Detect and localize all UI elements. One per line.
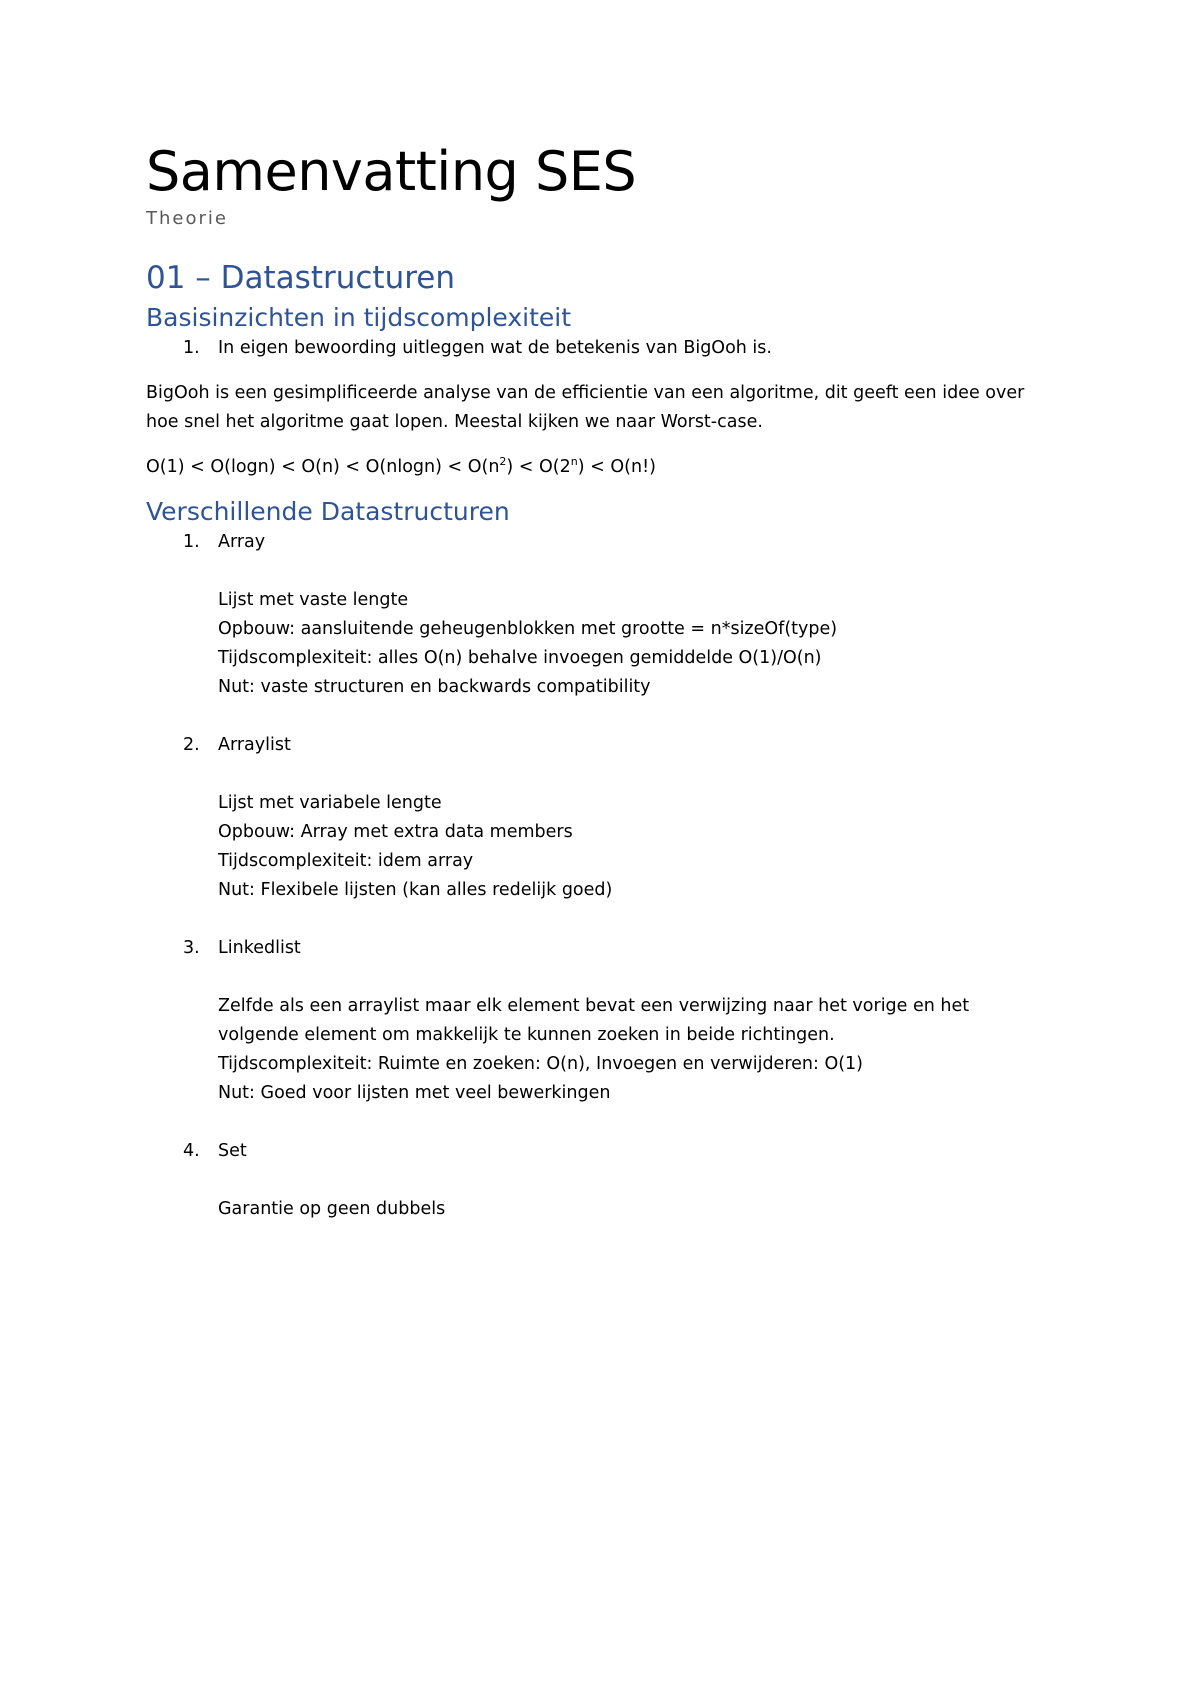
- list-item-detail: Opbouw: Array met extra data members: [218, 822, 573, 842]
- list-item-set: [146, 1137, 1066, 1224]
- document-subtitle: Theorie: [146, 208, 228, 229]
- complexity-part: O(1) < O(logn) < O(n) < O(nlogn) < O(n: [146, 457, 500, 477]
- document-page: [146, 140, 1066, 1224]
- subheading-basisinzichten: Basisinzichten in tijdscomplexiteit: [146, 303, 572, 332]
- list-item-detail: Tijdscomplexiteit: idem array: [218, 851, 474, 871]
- complexity-part: ) < O(n!): [577, 457, 656, 477]
- bigooh-paragraph: [146, 379, 1066, 437]
- complexity-superscript: n: [570, 455, 578, 468]
- list-item-detail: Lijst met variabele lengte: [218, 793, 442, 813]
- list-item-arraylist: [146, 731, 1066, 934]
- paragraph-line: BigOoh is een gesimplificeerde analyse van de efficientie van een algoritme, dit geeft een idee over: [146, 383, 1025, 403]
- document-title: Samenvatting SES: [146, 140, 637, 203]
- list-item-number: 2.: [183, 735, 200, 755]
- basisinzichten-list: [146, 334, 1066, 363]
- list-item-array: [146, 528, 1066, 731]
- list-item-detail: Nut: vaste structuren en backwards compatibility: [218, 677, 651, 697]
- list-item-detail: Opbouw: aansluitende geheugenblokken met grootte = n*sizeOf(type): [218, 619, 838, 639]
- complexity-order-line: [146, 453, 1066, 482]
- list-item-number: 1.: [183, 338, 200, 358]
- list-item-detail: Nut: Goed voor lijsten met veel bewerkingen: [218, 1083, 611, 1103]
- complexity-superscript: 2: [499, 455, 507, 468]
- list-item-name: Linkedlist: [218, 938, 301, 958]
- list-item-number: 1.: [183, 532, 200, 552]
- list-item: [146, 334, 1066, 363]
- complexity-part: ) < O(2: [506, 457, 571, 477]
- list-item-number: 3.: [183, 938, 200, 958]
- list-item-text: In eigen bewoording uitleggen wat de betekenis van BigOoh is.: [218, 338, 772, 358]
- list-item-detail: Zelfde als een arraylist maar elk element bevat een verwijzing naar het vorige en het: [218, 996, 970, 1016]
- subheading-verschillende-datastructuren: Verschillende Datastructuren: [146, 497, 510, 526]
- list-item-linkedlist: [146, 934, 1066, 1137]
- list-item-name: Arraylist: [218, 735, 291, 755]
- list-item-number: 4.: [183, 1141, 200, 1161]
- paragraph-line: hoe snel het algoritme gaat lopen. Meestal kijken we naar Worst-case.: [146, 412, 763, 432]
- list-item-detail: Tijdscomplexiteit: alles O(n) behalve invoegen gemiddelde O(1)/O(n): [218, 648, 822, 668]
- section-heading-datastructuren: 01 – Datastructuren: [146, 260, 456, 296]
- list-item-name: Set: [218, 1141, 247, 1161]
- list-item-detail: Garantie op geen dubbels: [218, 1199, 446, 1219]
- list-item-detail: volgende element om makkelijk te kunnen zoeken in beide richtingen.: [218, 1025, 835, 1045]
- list-item-name: Array: [218, 532, 266, 552]
- list-item-detail: Tijdscomplexiteit: Ruimte en zoeken: O(n), Invoegen en verwijderen: O(1): [218, 1054, 864, 1074]
- list-item-detail: Nut: Flexibele lijsten (kan alles redelijk goed): [218, 880, 613, 900]
- list-item-detail: Lijst met vaste lengte: [218, 590, 409, 610]
- datastructuren-list: [146, 528, 1066, 1224]
